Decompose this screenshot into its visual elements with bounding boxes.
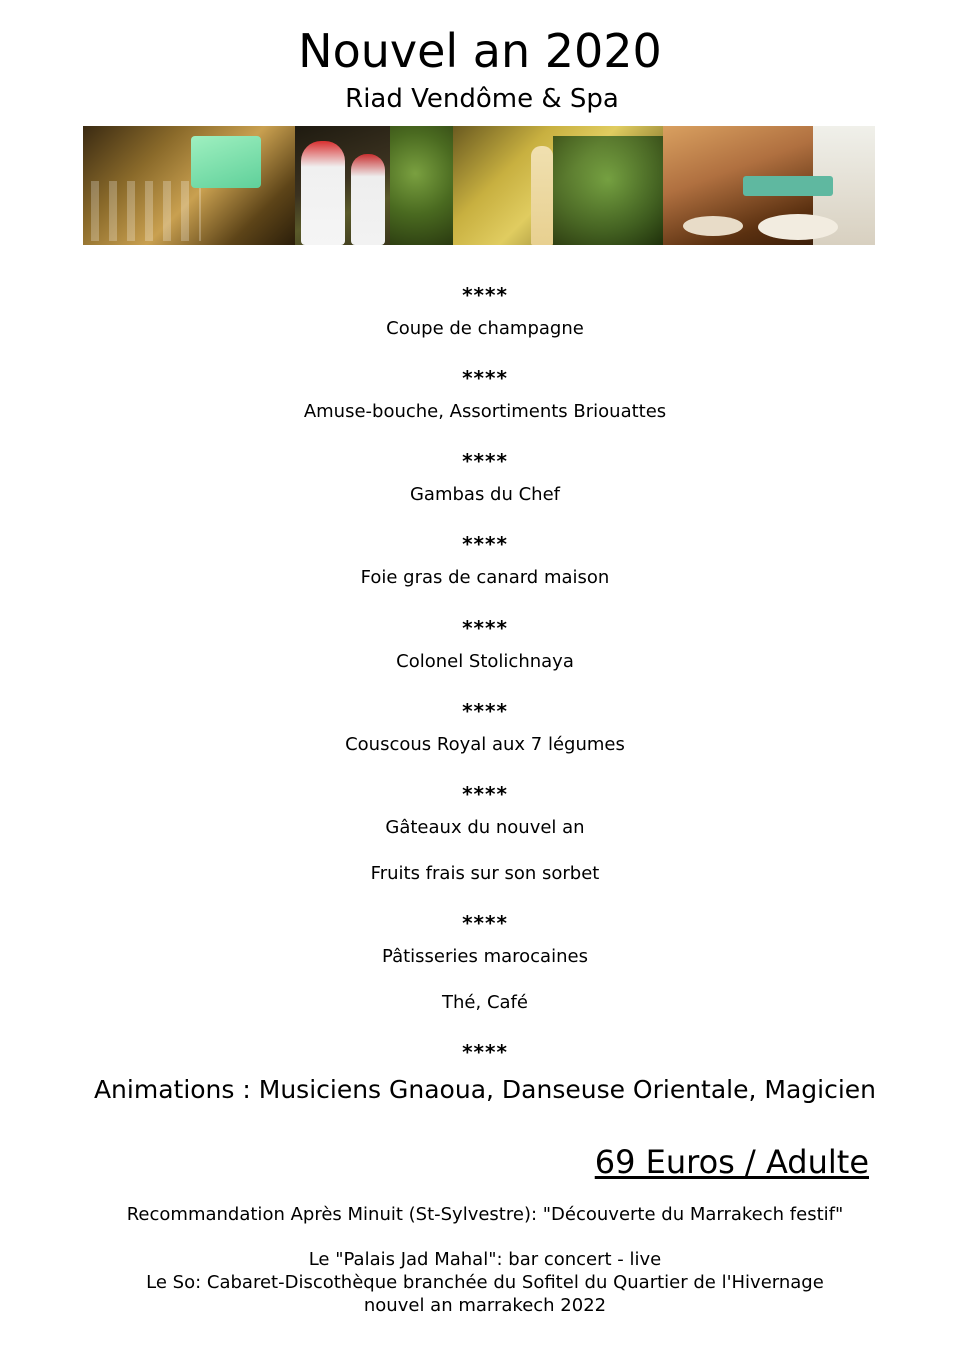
- footer-line: Le "Palais Jad Mahal": bar concert - live: [308, 1249, 662, 1270]
- menu-item: Foie gras de canard maison: [360, 567, 610, 588]
- course-separator: ****: [462, 1040, 508, 1064]
- course-separator: ****: [462, 911, 508, 935]
- menu-item: Colonel Stolichnaya: [396, 651, 574, 672]
- course-separator: ****: [462, 782, 508, 806]
- menu-item: Fruits frais sur son sorbet: [370, 863, 600, 884]
- recommendation-text: Recommandation Après Minuit (St-Sylvestre): "Découverte du Marrakech festif": [126, 1204, 844, 1225]
- course-separator: ****: [462, 449, 508, 473]
- course-separator: ****: [462, 616, 508, 640]
- price-label: 69 Euros / Adulte: [594, 1143, 869, 1181]
- menu-item: Thé, Café: [442, 992, 528, 1013]
- footer-line: nouvel an marrakech 2022: [363, 1295, 607, 1316]
- page-title: Nouvel an 2020: [298, 24, 662, 78]
- menu-item: Gambas du Chef: [409, 484, 560, 505]
- photo-banner: [83, 126, 875, 245]
- venue-subtitle: Riad Vendôme & Spa: [345, 84, 619, 114]
- course-separator: ****: [462, 283, 508, 307]
- riad-courtyard-pool-photo: [83, 126, 295, 245]
- menu-item: Couscous Royal aux 7 légumes: [345, 734, 625, 755]
- oriental-dancer-photo: [453, 126, 663, 245]
- course-separator: ****: [462, 699, 508, 723]
- menu-item: Pâtisseries marocaines: [382, 946, 588, 967]
- footer-line: Le So: Cabaret-Discothèque branchée du Sofitel du Quartier de l'Hivernage: [146, 1272, 824, 1293]
- menu-item: Gâteaux du nouvel an: [385, 817, 585, 838]
- course-separator: ****: [462, 366, 508, 390]
- dining-table-photo: [663, 126, 875, 245]
- animations-line: Animations : Musiciens Gnaoua, Danseuse Orientale, Magicien: [93, 1075, 877, 1104]
- gnaoua-musicians-photo: [295, 126, 453, 245]
- course-separator: ****: [462, 532, 508, 556]
- menu-item: Amuse-bouche, Assortiments Briouattes: [303, 401, 667, 422]
- menu-item: Coupe de champagne: [386, 318, 584, 339]
